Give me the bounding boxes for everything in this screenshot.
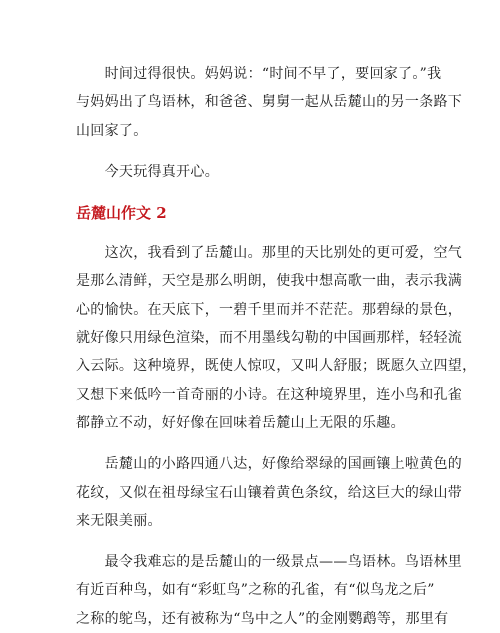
section-paragraph-2 — [76, 450, 463, 535]
text-line: 今天玩得真开心。 — [76, 163, 219, 180]
text-line: 与妈妈出了鸟语林，和爸爸、舅舅一起从岳麓山的另一条路下 — [76, 94, 463, 111]
text-line: 入云际。这种境界，既使人惊叹，又叫人舒服；既愿久立四望， — [76, 358, 477, 375]
section-paragraph-1 — [76, 239, 477, 437]
paragraph-gap — [76, 186, 421, 199]
text-line: 之称的鸵鸟，还有被称为“鸟中之人”的金刚鹦鹉等，那里有 — [76, 610, 449, 627]
section-heading: 岳麓山作文 2 — [76, 204, 167, 223]
text-line: 山回家了。 — [76, 122, 148, 139]
paragraph-gap — [76, 145, 421, 158]
text-line: 时间过得很快。妈妈说：“时间不早了，要回家了。”我 — [76, 66, 442, 82]
document-page — [76, 60, 477, 633]
text-line: 有近百种鸟，如有“彩虹鸟”之称的孔雀，有“似鸟龙之后” — [76, 582, 435, 599]
text-line: 都静立不动，好好像在回味着岳麓山上无限的乐趣。 — [76, 414, 405, 431]
text-line: 花纹，又似在祖母绿宝石山镶着黄色条纹，给这巨大的绿山带 — [76, 484, 463, 501]
text-line: 是那么清鲜，天空是那么明朗，使我中想高歌一曲，表示我满 — [76, 273, 463, 290]
text-line: 岳麓山的小路四通八达，好像给翠绿的国画镶上啦黄色的 — [76, 456, 463, 473]
text-line: 最令我难忘的是岳麓山的一级景点——鸟语林。鸟语林里 — [76, 554, 463, 571]
text-line: 这次，我看到了岳麓山。那里的天比别处的更可爱，空气 — [76, 245, 463, 262]
text-line: 来无限美丽。 — [76, 512, 162, 529]
text-line: 又想下来低吟一首奇丽的小诗。在这种境界里，连小鸟和孔雀 — [76, 386, 463, 403]
section-paragraph-3 — [76, 548, 463, 633]
text-line: 心的愉快。在天底下，一碧千里而并不茫茫。那碧绿的景色， — [76, 301, 463, 318]
paragraph-1 — [76, 60, 463, 145]
paragraph-2 — [76, 158, 421, 186]
paragraph-gap — [76, 535, 421, 548]
text-line: 就好像只用绿色渲染，而不用墨线勾勒的中国画那样，轻轻流 — [76, 330, 463, 347]
paragraph-gap — [76, 437, 421, 450]
